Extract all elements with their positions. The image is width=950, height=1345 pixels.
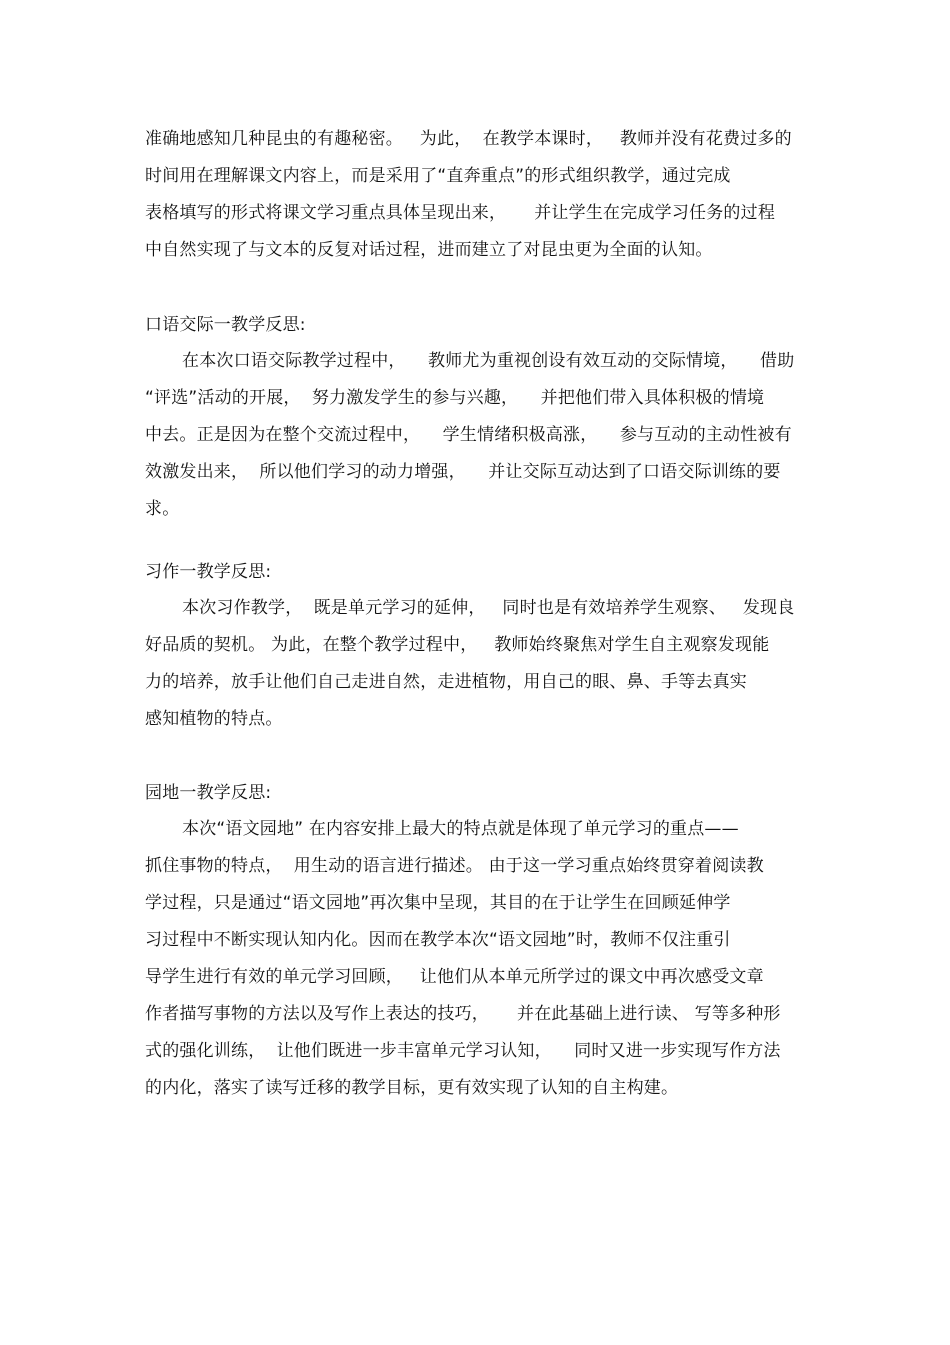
intro-line: 表格填写的形式将课文学习重点具体呈现出来， 并让学生在完成学习任务的过程: [145, 203, 776, 223]
section-heading-garden: 园地一教学反思:: [145, 783, 272, 803]
intro-line: 准确地感知几种昆虫的有趣秘密。 为此， 在教学本课时， 教师并没有花费过多的: [145, 129, 792, 149]
paragraph-line: 习过程中不断实现认知内化。因而在教学本次“语文园地”时，教师不仅注重引: [145, 930, 731, 950]
paragraph-line: 好品质的契机。 为此，在整个教学过程中， 教师始终聚焦对学生自主观察发现能: [145, 635, 770, 655]
section-heading-oral: 口语交际一教学反思:: [145, 315, 306, 335]
paragraph-line: 导学生进行有效的单元学习回顾， 让他们从本单元所学过的课文中再次感受文章: [145, 967, 764, 987]
section-heading-writing: 习作一教学反思:: [145, 562, 272, 582]
intro-line: 中自然实现了与文本的反复对话过程，进而建立了对昆虫更为全面的认知。: [145, 240, 713, 260]
paragraph-line: 本次习作教学， 既是单元学习的延伸， 同时也是有效培养学生观察、 发现良: [182, 598, 795, 618]
paragraph-line: 学过程，只是通过“语文园地”再次集中呈现，其目的在于让学生在回顾延伸学: [145, 893, 731, 913]
paragraph-line: 式的强化训练， 让他们既进一步丰富单元学习认知， 同时又进一步实现写作方法: [145, 1041, 781, 1061]
paragraph-line: 效激发出来， 所以他们学习的动力增强， 并让交际互动达到了口语交际训练的要: [145, 462, 781, 482]
paragraph-line: 在本次口语交际教学过程中， 教师尤为重视创设有效互动的交际情境， 借助: [182, 351, 795, 371]
paragraph-line: 的内化，落实了读写迁移的教学目标，更有效实现了认知的自主构建。: [145, 1078, 679, 1098]
paragraph-line: 求。: [145, 499, 180, 519]
paragraph-line: 作者描写事物的方法以及写作上表达的技巧， 并在此基础上进行读、 写等多种形: [145, 1004, 781, 1024]
paragraph-line: 抓住事物的特点， 用生动的语言进行描述。 由于这一学习重点始终贯穿着阅读教: [145, 856, 764, 876]
paragraph-line: 力的培养，放手让他们自己走进自然，走进植物，用自己的眼、鼻、手等去真实: [145, 672, 747, 692]
paragraph-line: 感知植物的特点。: [145, 709, 283, 729]
paragraph-line: 本次“语文园地” 在内容安排上最大的特点就是体现了单元学习的重点——: [182, 819, 739, 839]
paragraph-line: “评选”活动的开展， 努力激发学生的参与兴趣， 并把他们带入具体积极的情境: [145, 388, 765, 408]
paragraph-line: 中去。正是因为在整个交流过程中， 学生情绪积极高涨， 参与互动的主动性被有: [145, 425, 792, 445]
intro-line: 时间用在理解课文内容上，而是采用了“直奔重点”的形式组织教学，通过完成: [145, 166, 731, 186]
